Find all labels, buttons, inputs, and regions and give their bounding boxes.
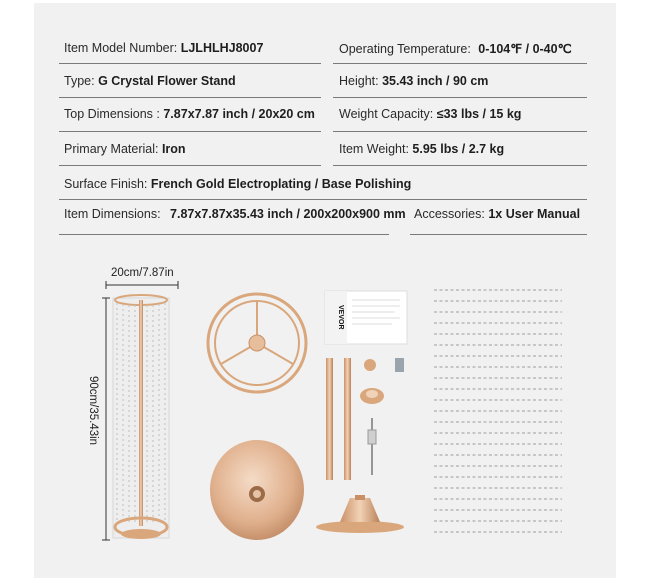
spec-label: Item Weight: (339, 142, 409, 156)
spec-label: Height: (339, 74, 379, 88)
spec-value: G Crystal Flower Stand (98, 74, 236, 88)
manual-brand-text: VEVOR (337, 305, 344, 330)
spec-value: ≤33 lbs / 15 kg (436, 107, 522, 121)
assembled-flower-stand (113, 295, 169, 539)
spec-value: Iron (161, 142, 186, 156)
user-manual (325, 291, 407, 344)
base-dome (210, 440, 304, 540)
support-rods (326, 358, 351, 480)
spec-label: Operating Temperature: (339, 42, 471, 56)
spec-value: French Gold Electroplating / Base Polishing (150, 177, 412, 191)
hardware-parts (360, 358, 404, 475)
spec-label: Weight Capacity: (339, 107, 434, 121)
base-side-view (316, 495, 404, 533)
spec-label: Accessories: (414, 207, 485, 221)
spec-label: Type: (64, 74, 95, 88)
spec-value: 7.87x7.87x35.43 inch / 200x200x900 mm (170, 207, 406, 221)
width-dimension-line (106, 281, 178, 289)
width-dimension-label: 20cm/7.87in (111, 267, 174, 279)
spec-label: Top Dimensions : (64, 107, 160, 121)
spec-label: Item Model Number: (64, 41, 178, 55)
spec-label: Surface Finish: (64, 177, 148, 191)
spec-value: 1x User Manual (488, 207, 581, 221)
top-ring-frame (208, 294, 306, 392)
height-dimension-line (102, 298, 110, 540)
spec-label: Primary Material: (64, 142, 159, 156)
spec-value: 0-104℉ / 0-40℃ (478, 42, 572, 56)
spec-label: Item Dimensions: (64, 207, 161, 221)
spec-value: LJLHLHJ8007 (180, 41, 264, 55)
spec-value: 7.87x7.87 inch / 20x20 cm (163, 107, 315, 121)
spec-value: 5.95 lbs / 2.7 kg (412, 142, 505, 156)
spec-value: 35.43 inch / 90 cm (382, 74, 489, 88)
crystal-bead-strands (434, 290, 562, 532)
height-dimension-label: 90cm/35.43in (87, 376, 99, 446)
